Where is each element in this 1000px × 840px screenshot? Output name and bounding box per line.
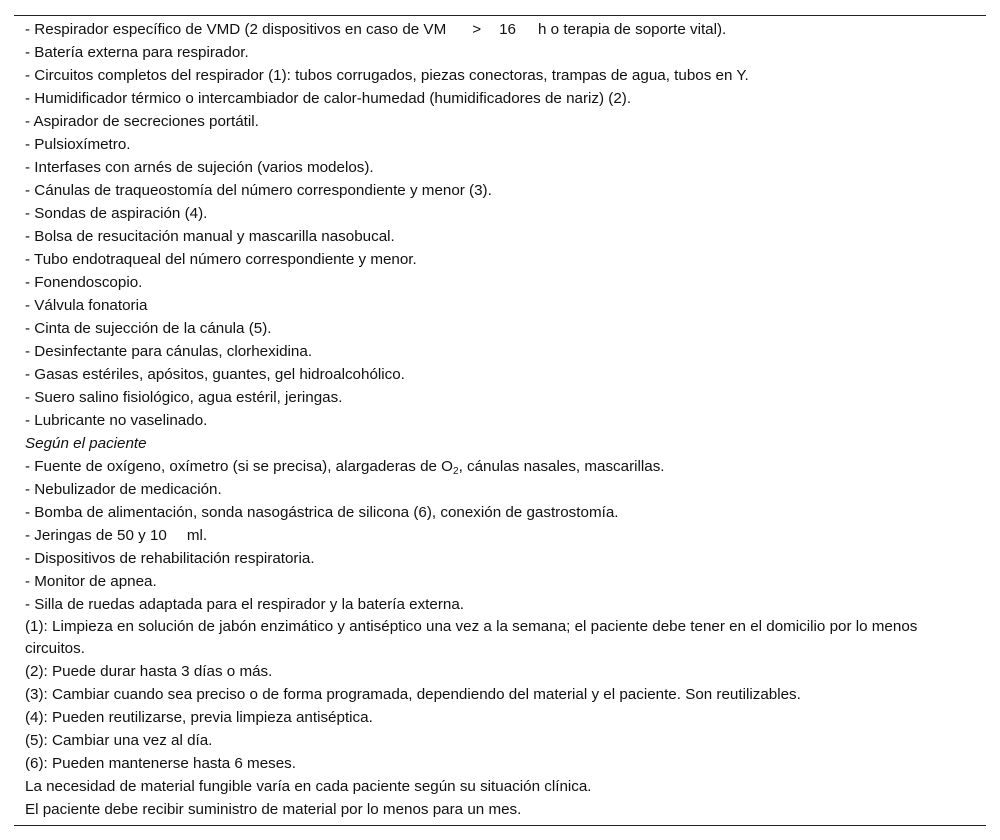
list-item: - Sondas de aspiración (4). [25, 205, 208, 222]
footnote: (1): Limpieza en solución de jabón enzimático y antiséptico una vez a la semana; el paciente debe tener en el domicilio por lo menos circuitos. [25, 618, 918, 657]
section-heading: Según el paciente [25, 435, 147, 452]
list-item-ventilator [25, 18, 925, 41]
list-item: - Válvula fonatoria [25, 297, 148, 314]
list-item: - Fonendoscopio. [25, 274, 143, 291]
footnote: (2): Puede durar hasta 3 días o más. [25, 663, 273, 680]
footnote: (5): Cambiar una vez al día. [25, 732, 213, 749]
list-item: - Monitor de apnea. [25, 573, 157, 590]
list-item: - Silla de ruedas adaptada para el respirador y la batería externa. [25, 596, 465, 613]
footnote: (4): Pueden reutilizarse, previa limpieza antiséptica. [25, 709, 373, 726]
list-item: - Cinta de sujección de la cánula (5). [25, 320, 272, 337]
list-item: - Pulsioxímetro. [25, 136, 131, 153]
equipment-table [14, 15, 986, 826]
oxygen-subscript: 2 [453, 466, 459, 477]
syringes-text: - Jeringas de 50 y 10 [25, 527, 167, 544]
footer-note: La necesidad de material fungible varía en cada paciente según su situación clínica. [25, 778, 592, 795]
list-item: - Circuitos completos del respirador (1): tubos corrugados, piezas conectoras, trampas de agua, tubos en Y. [25, 67, 749, 84]
ventilator-hours: 16 [499, 21, 516, 38]
list-item: - Bolsa de resucitación manual y mascarilla nasobucal. [25, 228, 395, 245]
equipment-list [25, 18, 925, 821]
list-item: - Lubricante no vaselinado. [25, 412, 208, 429]
list-item: - Nebulizador de medicación. [25, 481, 222, 498]
list-item: - Desinfectante para cánulas, clorhexidina. [25, 343, 313, 360]
oxygen-text: - Fuente de oxígeno, oxímetro (si se precisa), alargaderas de O [25, 458, 453, 475]
list-item: - Dispositivos de rehabilitación respiratoria. [25, 550, 315, 567]
list-item: - Bomba de alimentación, sonda nasogástrica de silicona (6), conexión de gastrostomía. [25, 504, 619, 521]
ventilator-suffix: h o terapia de soporte vital). [538, 21, 727, 38]
syringes-unit: ml. [186, 527, 208, 544]
list-item: - Tubo endotraqueal del número correspondiente y menor. [25, 251, 417, 268]
list-item: - Suero salino fisiológico, agua estéril, jeringas. [25, 389, 343, 406]
ventilator-operator: > [472, 21, 482, 38]
list-item: - Aspirador de secreciones portátil. [25, 113, 259, 130]
list-item: - Cánulas de traqueostomía del número correspondiente y menor (3). [25, 182, 492, 199]
list-item: - Interfases con arnés de sujeción (varios modelos). [25, 159, 374, 176]
list-item: - Humidificador térmico o intercambiador de calor-humedad (humidificadores de nariz) (2). [25, 90, 632, 107]
list-item: - Gasas estériles, apósitos, guantes, gel hidroalcohólico. [25, 366, 405, 383]
footnote: (3): Cambiar cuando sea preciso o de forma programada, dependiendo del material y el paciente. Son reutilizables. [25, 686, 801, 703]
footer-note: El paciente debe recibir suministro de material por lo menos para un mes. [25, 801, 522, 818]
list-item: - Batería externa para respirador. [25, 44, 249, 61]
oxygen-suffix: , cánulas nasales, mascarillas. [458, 458, 665, 475]
list-item-oxygen [25, 455, 925, 478]
footnote: (6): Pueden mantenerse hasta 6 meses. [25, 755, 296, 772]
list-item-syringes [25, 524, 925, 547]
ventilator-text: - Respirador específico de VMD (2 dispositivos en caso de VM [25, 21, 447, 38]
